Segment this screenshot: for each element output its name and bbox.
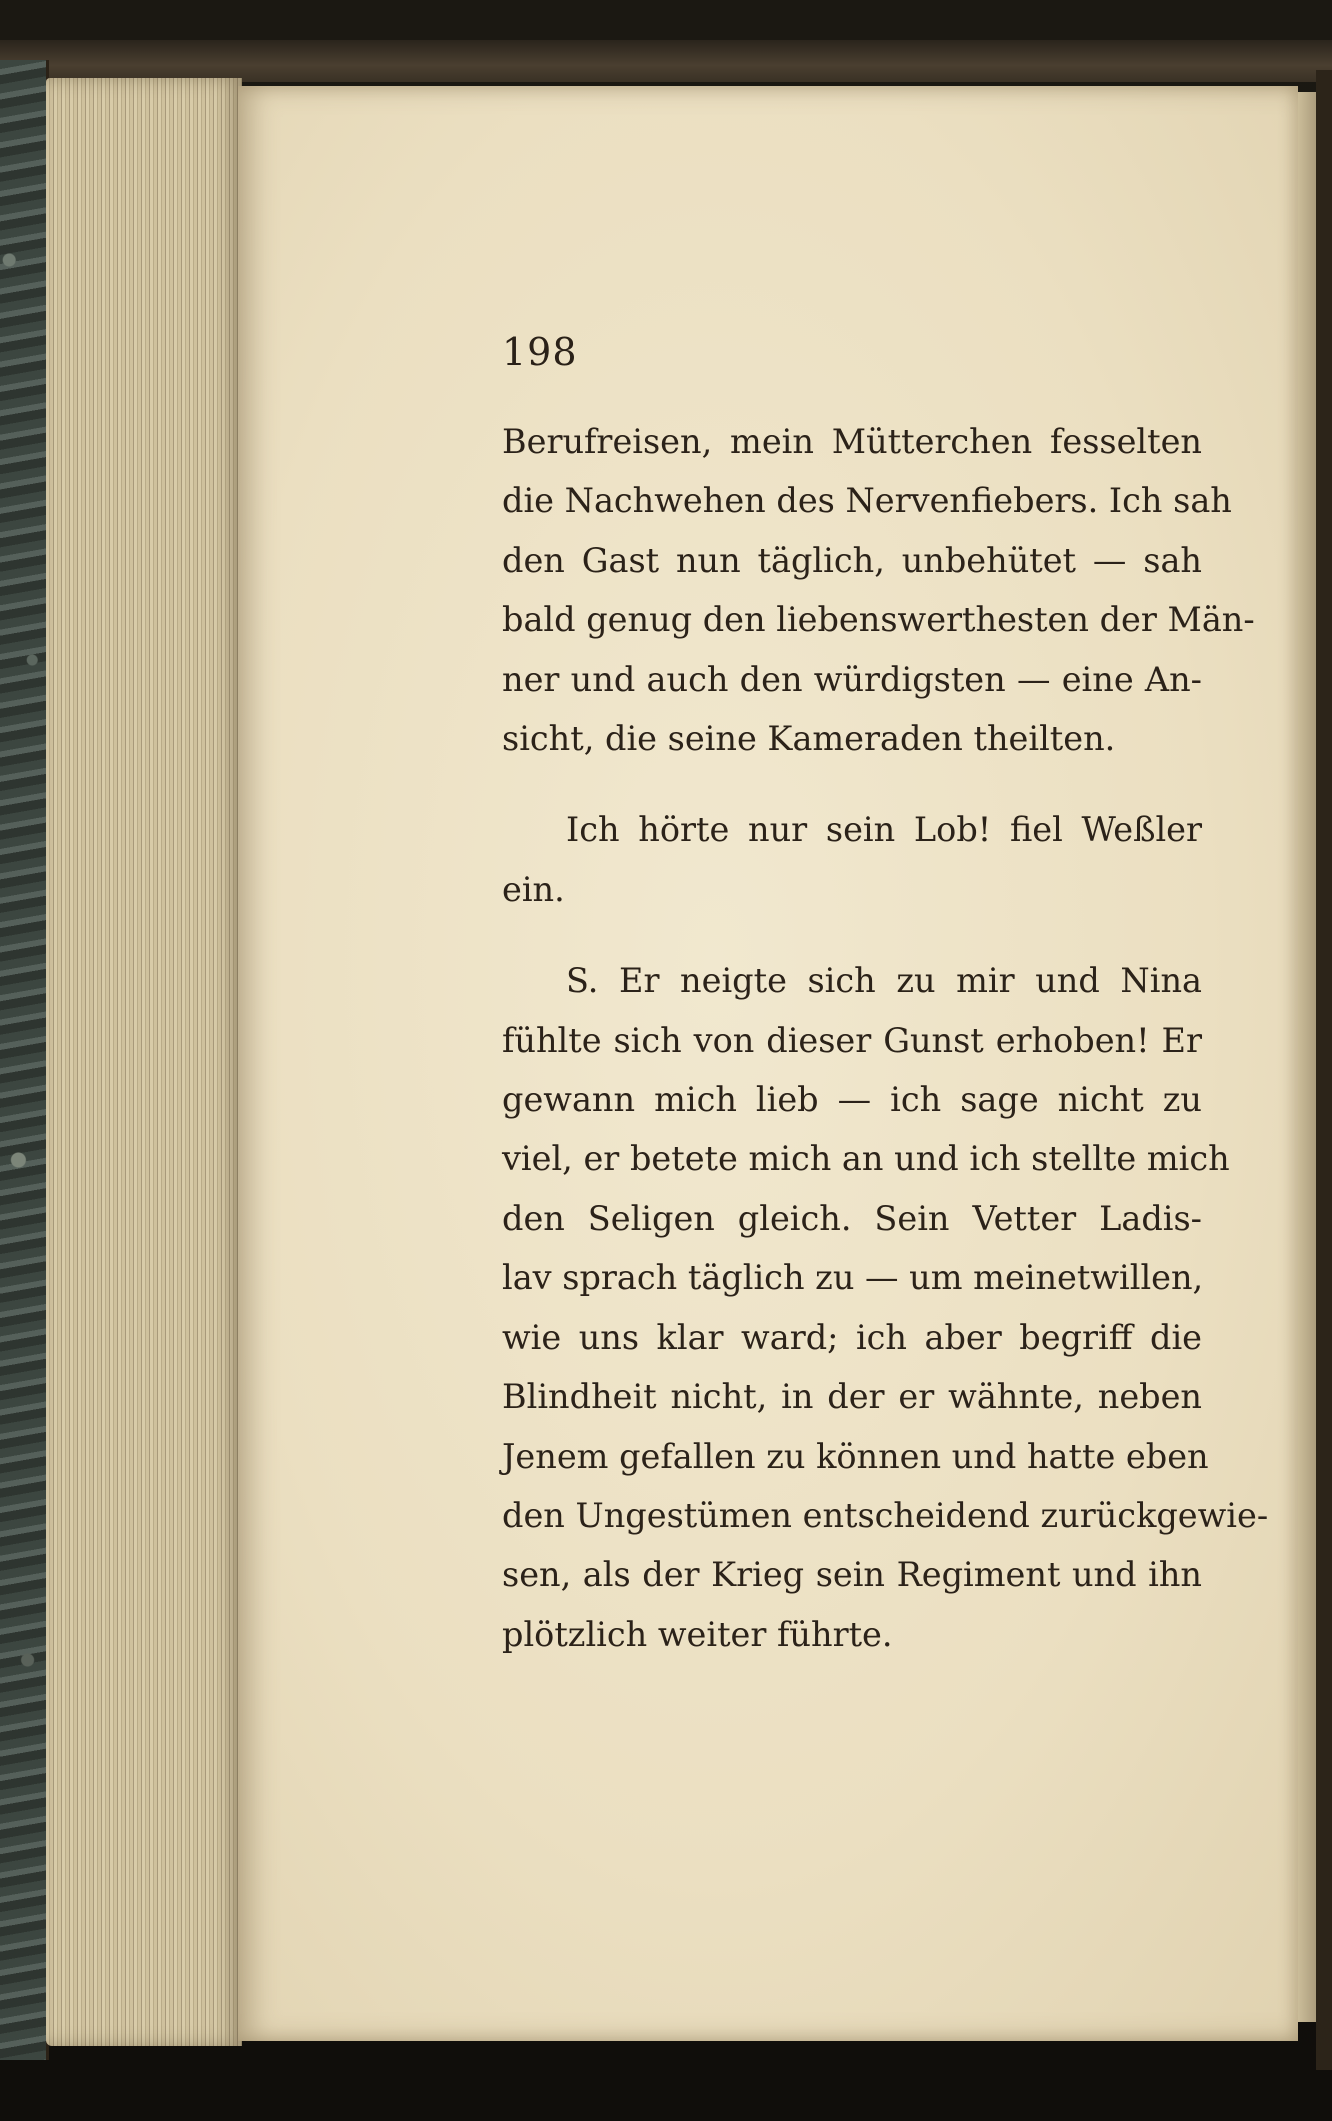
marbled-cover-board [0, 60, 49, 2060]
text-line: fühlte sich von dieser Gunst erhoben! Er [502, 1020, 1202, 1060]
paragraph-gap [502, 919, 1202, 951]
text-line: ein. [502, 869, 565, 909]
page-number: 198 [502, 330, 578, 374]
text-line: plötzlich weiter führte. [502, 1614, 893, 1654]
text-line: ner und auch den würdigsten — eine An- [502, 659, 1202, 699]
text-line: sicht, die seine Kameraden theilten. [502, 719, 1116, 759]
text-line: S. Er neigte sich zu mir und Nina [566, 961, 1202, 1001]
page-stack-edge [46, 78, 242, 2046]
paragraph-gap [502, 768, 1202, 800]
text-line: Berufreisen, mein Mütterchen fesselten [502, 422, 1202, 461]
text-line: Ich hörte nur sein Lob! fiel Weßler [566, 810, 1202, 850]
book-cover-top [0, 40, 1332, 82]
text-line: viel, er betete mich an und ich stellte mich [502, 1139, 1230, 1179]
text-line: die Nachwehen des Nervenfiebers. Ich sah [502, 481, 1232, 521]
text-line: den Gast nun täglich, unbehütet — sah [502, 540, 1202, 580]
text-line: sen, als der Krieg sein Regiment und ihn [502, 1555, 1202, 1595]
body-text [502, 412, 1269, 1664]
text-line: Jenem gefallen zu können und hatte eben [502, 1436, 1209, 1476]
text-line: lav sprach täglich zu — um meinetwillen, [502, 1258, 1204, 1298]
text-line: bald genug den liebenswerthesten der Män- [502, 600, 1255, 640]
text-line: Blindheit nicht, in der er wähnte, neben [502, 1377, 1202, 1417]
text-line: wie uns klar ward; ich aber begriff die [502, 1317, 1202, 1357]
text-line: den Seligen gleich. Sein Vetter Ladis- [502, 1198, 1202, 1238]
text-line: gewann mich lieb — ich sage nicht zu [502, 1080, 1202, 1120]
book-cover-right [1316, 70, 1332, 2070]
text-line: den Ungestümen entscheidend zurückgewie- [502, 1495, 1269, 1535]
right-page-edge [1298, 92, 1318, 2022]
